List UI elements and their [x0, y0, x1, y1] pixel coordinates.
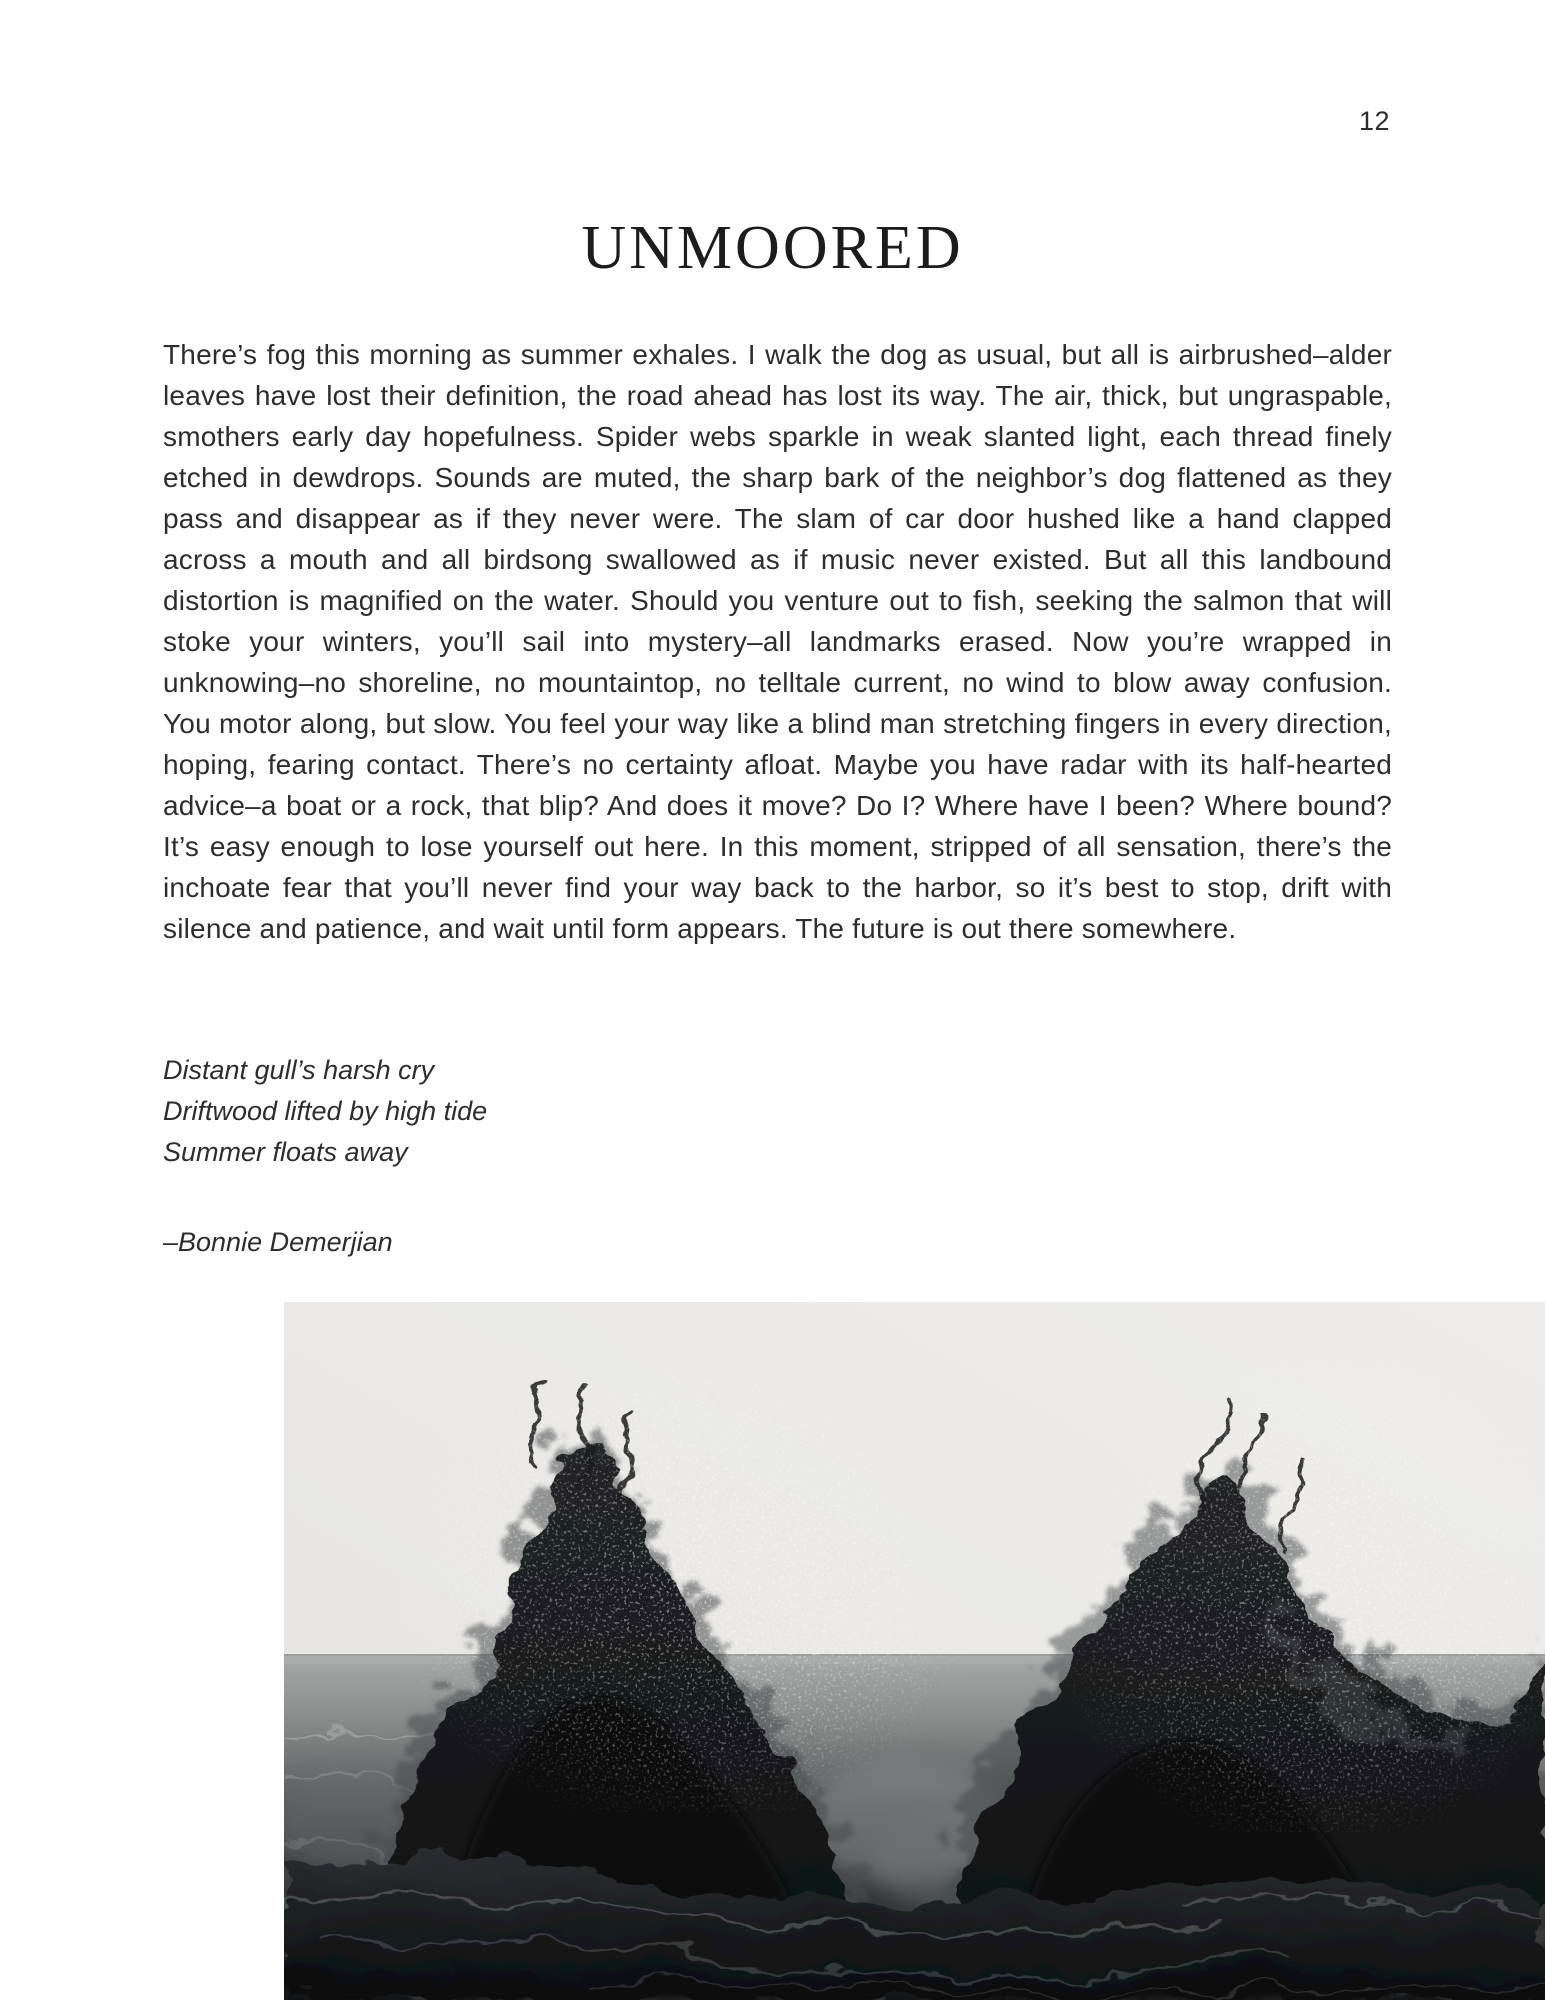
haiku-line-2: Driftwood lifted by high tide	[163, 1096, 488, 1126]
author-attribution: –Bonnie Demerjian	[163, 1227, 393, 1257]
essay-paragraph: There’s fog this morning as summer exhales. I walk the dog as usual, but all is airbrushed–alder leaves have lost their definition, the road ahead has lost its way. The air, thick, but ungraspable, smothers early day hopefulness. Spider webs sparkle in weak slanted light, each thread finely etched in dewdrops. Sounds are muted, the sharp bark of the neighbor’s dog flattened as they pass and disappear as if they never were. The slam of car door hushed like a hand clapped across a mouth and all birdsong swallowed as if music never existed. But all this landbound distortion is magnified on the water. Should you venture out to fish, seeking the salmon that will stoke your winters, you’ll sail into mystery–all landmarks erased. Now you’re wrapped in unknowing–no shoreline, no mountaintop, no telltale current, no wind to blow away confusion. You motor along, but slow. You feel your way like a blind man stretching fingers in every direction, hoping, fearing contact. There’s no certainty afloat. Maybe you have radar with its half-hearted advice–a boat or a rock, that blip? And does it move? Do I? Where have I been? Where bound? It’s easy enough to lose yourself out here. In this moment, stripped of all sensation, there’s the inchoate fear that you’ll never find your way back to the harbor, so it’s best to stop, drift with silence and patience, and wait until form appears. The future is out there somewhere.	[163, 339, 1392, 944]
page-title: UNMOORED	[581, 214, 964, 282]
haiku	[163, 1050, 487, 1173]
haiku-line-1: Distant gull’s harsh cry	[163, 1055, 435, 1085]
ocean-wave-photo	[284, 1302, 1545, 2000]
page-number: 12	[1358, 106, 1390, 136]
haiku-line-3: Summer floats away	[163, 1137, 408, 1167]
ocean-wave-illustration	[284, 1302, 1545, 2000]
